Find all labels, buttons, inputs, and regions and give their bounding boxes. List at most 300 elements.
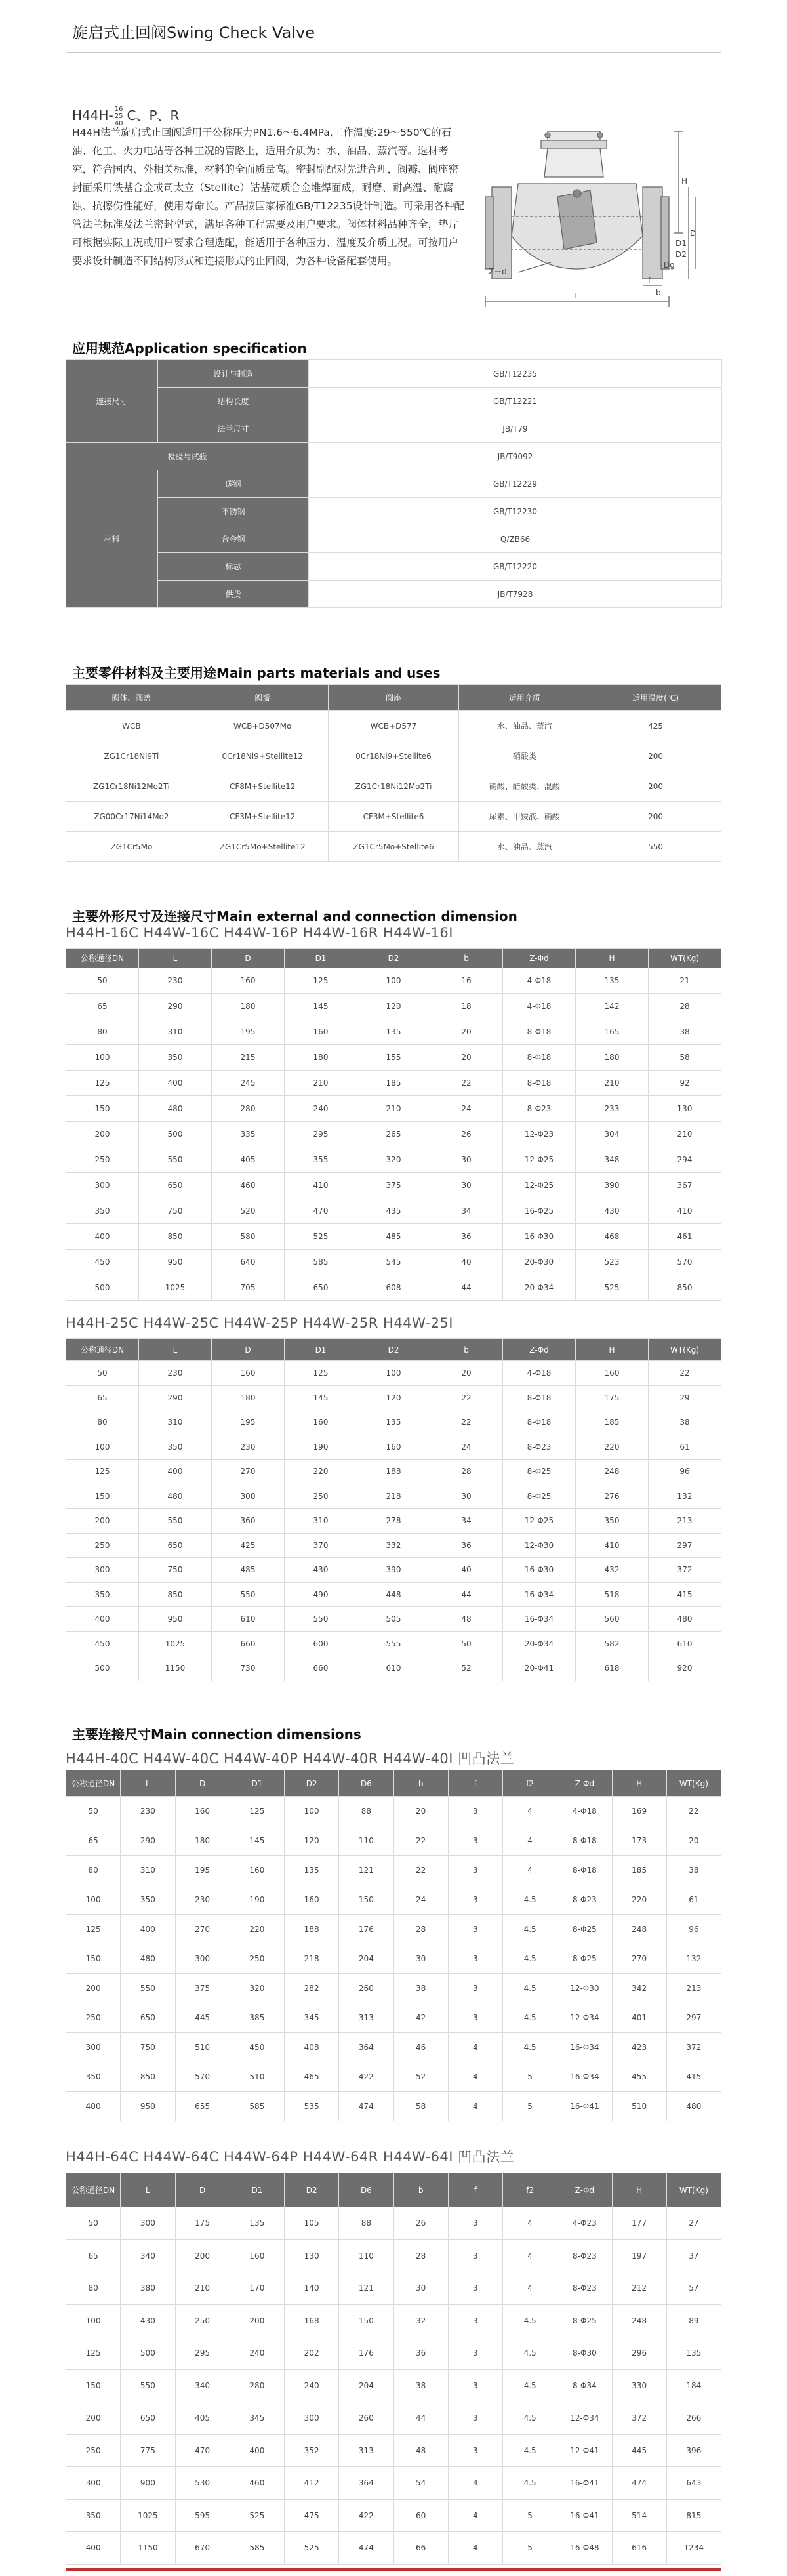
table-cell: 250: [66, 1533, 139, 1558]
table-cell: 650: [121, 2003, 175, 2033]
table-cell: 385: [230, 2003, 284, 2033]
table-cell: ZG1Cr18Ni12Mo2Ti: [66, 771, 197, 802]
table-cell: 尿素、甲铵液、硝酸: [459, 802, 590, 832]
column-header: 适用温度(℃): [590, 685, 721, 711]
table-cell: 330: [612, 2369, 666, 2402]
table-cell: 1150: [121, 2532, 175, 2565]
table-row: [66, 1045, 721, 1071]
table-cell: 200: [66, 2402, 121, 2435]
table-cell: 20-Φ41: [503, 1656, 576, 1681]
table-cell: 120: [357, 1385, 430, 1410]
column-header: D1: [285, 949, 357, 968]
table-cell: 520: [212, 1198, 285, 1224]
table-cell: 65: [66, 2239, 121, 2272]
table-cell: 22: [430, 1385, 503, 1410]
table-cell: 38: [394, 1974, 448, 2003]
table-header-row: [66, 1770, 721, 1797]
table-cell: 480: [649, 1607, 721, 1632]
table-cell: 210: [649, 1122, 721, 1147]
column-header: D: [175, 2173, 230, 2207]
table-cell: 345: [285, 2003, 339, 2033]
table-row: [66, 443, 722, 470]
table-cell: 5: [503, 2499, 557, 2532]
table-cell: 22: [394, 1856, 448, 1885]
table-cell: 100: [357, 968, 430, 994]
table-row: [66, 1631, 721, 1656]
table-cell: 345: [230, 2402, 284, 2435]
table-cell: 290: [121, 1826, 175, 1856]
table-cell: 185: [357, 1071, 430, 1096]
table-cell: 150: [66, 1484, 139, 1509]
table-cell: 350: [66, 2062, 121, 2092]
drawing-label-b: b: [656, 288, 661, 297]
table-cell: 160: [285, 1885, 339, 1915]
table-cell: 165: [576, 1019, 649, 1045]
table-cell: 240: [285, 1096, 357, 1122]
table-cell: 4: [503, 2239, 557, 2272]
table-cell: 355: [285, 1147, 357, 1173]
table-cell: 28: [649, 994, 721, 1019]
table-cell: 485: [212, 1558, 285, 1583]
table-cell: 18: [430, 994, 503, 1019]
table-cell: 4-Φ23: [557, 2207, 612, 2240]
table-cell: 245: [212, 1071, 285, 1096]
table-cell: 8-Φ23: [503, 1435, 576, 1460]
table-row: [66, 1096, 721, 1122]
table-cell: 500: [139, 1122, 212, 1147]
table-cell: 400: [66, 2532, 121, 2565]
dims-section-title: 主要外形尺寸及连接尺寸Main external and connection dimension: [72, 909, 517, 924]
table-cell: 195: [212, 1410, 285, 1435]
table-cell: 8-Φ25: [557, 2304, 612, 2337]
table-cell: 57: [666, 2272, 721, 2305]
table-cell: 585: [285, 1250, 357, 1275]
table-row: [66, 360, 722, 388]
column-header: D2: [357, 1339, 430, 1361]
table-row: [66, 1915, 721, 1944]
table-cell: 160: [285, 1410, 357, 1435]
table-cell: 280: [230, 2369, 284, 2402]
table-cell: 560: [576, 1607, 649, 1632]
table64: [66, 2173, 721, 2565]
table-cell: 670: [175, 2532, 230, 2565]
table16-wrap: [66, 948, 721, 1301]
table-cell: 195: [175, 1856, 230, 1885]
table-cell: 44: [394, 2402, 448, 2435]
table-cell: 125: [66, 1071, 139, 1096]
column-header: 公称通径DN: [66, 2173, 121, 2207]
table-cell: 3: [448, 1944, 502, 1974]
table-cell: 3: [448, 1797, 502, 1826]
table-cell: WCB: [66, 711, 197, 741]
table-row: [66, 2033, 721, 2062]
column-header: D2: [285, 1770, 339, 1797]
table-cell: 175: [175, 2207, 230, 2240]
spec-item-cell: 合金钢: [158, 525, 309, 553]
column-header: D6: [339, 1770, 394, 1797]
column-header: WT(Kg): [666, 2173, 721, 2207]
table-cell: 8-Φ23: [557, 1885, 612, 1915]
table-cell: 310: [139, 1019, 212, 1045]
drawing-label-zd: Z－d: [489, 267, 507, 276]
table-cell: 320: [230, 1974, 284, 2003]
table-cell: 水、油品、蒸汽: [459, 711, 590, 741]
table-row: [66, 1275, 721, 1301]
table16-body: [66, 968, 721, 1301]
table-cell: 145: [230, 1826, 284, 1856]
spec-table: [66, 359, 722, 608]
table-cell: 12-Φ41: [557, 2434, 612, 2467]
table-row: [66, 1826, 721, 1856]
table-cell: 8-Φ30: [557, 2337, 612, 2370]
table-row: [66, 1484, 721, 1509]
table-cell: 135: [357, 1019, 430, 1045]
table-cell: 375: [357, 1173, 430, 1198]
table-cell: 643: [666, 2467, 721, 2500]
column-header: D2: [285, 2173, 339, 2207]
table-cell: 12-Φ30: [503, 1533, 576, 1558]
table-cell: 400: [66, 2092, 121, 2121]
table-cell: 600: [285, 1631, 357, 1656]
table-cell: 332: [357, 1533, 430, 1558]
table-cell: 950: [139, 1607, 212, 1632]
table-cell: 490: [285, 1582, 357, 1607]
table-cell: 525: [230, 2499, 284, 2532]
table-cell: 96: [649, 1460, 721, 1484]
table-cell: 135: [285, 1856, 339, 1885]
table-cell: 150: [66, 2369, 121, 2402]
table-cell: 4.5: [503, 2467, 557, 2500]
table-cell: 8-Φ18: [503, 1385, 576, 1410]
table-cell: 121: [339, 1856, 394, 1885]
table-cell: 8-Φ23: [557, 2239, 612, 2272]
spec-standard-cell: JB/T9092: [309, 443, 722, 470]
table-cell: 248: [612, 1915, 666, 1944]
table-cell: 480: [139, 1484, 212, 1509]
table-cell: 200: [590, 741, 721, 771]
table-cell: WCB+D507Mo: [197, 711, 328, 741]
table-row: [66, 498, 722, 525]
table-cell: 16-Φ34: [557, 2033, 612, 2062]
table-cell: 510: [612, 2092, 666, 2121]
table-cell: 44: [430, 1275, 503, 1301]
table-cell: 66: [394, 2532, 448, 2565]
table-cell: 212: [612, 2272, 666, 2305]
table-row: [66, 1019, 721, 1045]
table-cell: 300: [66, 1558, 139, 1583]
table-cell: 4.5: [503, 2402, 557, 2435]
table-cell: 8-Φ25: [557, 1944, 612, 1974]
table-cell: 850: [139, 1582, 212, 1607]
table-row: [66, 1856, 721, 1885]
table-cell: 4: [448, 2062, 502, 2092]
spec-group-cell: 连接尺寸: [66, 360, 158, 443]
table-cell: 80: [66, 2272, 121, 2305]
table-row: [66, 1607, 721, 1632]
table-header-row: [66, 2173, 721, 2207]
table-cell: 290: [139, 1385, 212, 1410]
table-cell: 175: [576, 1385, 649, 1410]
table-cell: 125: [66, 2337, 121, 2370]
pressure-25: 25: [114, 113, 123, 120]
table-cell: 410: [285, 1173, 357, 1198]
table-cell: 390: [576, 1173, 649, 1198]
table-cell: 22: [430, 1071, 503, 1096]
table-cell: 65: [66, 994, 139, 1019]
table-cell: 26: [394, 2207, 448, 2240]
table-cell: 20: [394, 1797, 448, 1826]
page-title: 旋启式止回阀Swing Check Valve: [72, 24, 315, 42]
table-cell: 58: [649, 1045, 721, 1071]
table64-body: [66, 2207, 721, 2565]
table-cell: 50: [430, 1631, 503, 1656]
table-cell: 352: [285, 2434, 339, 2467]
table-cell: 12-Φ34: [557, 2402, 612, 2435]
table-cell: 8-Φ18: [503, 1019, 576, 1045]
table-cell: 3: [448, 1974, 502, 2003]
table-cell: 8-Φ18: [503, 1410, 576, 1435]
table-cell: 38: [394, 2369, 448, 2402]
table-cell: 4: [448, 2532, 502, 2565]
table-cell: 240: [285, 2369, 339, 2402]
table-cell: 150: [339, 1885, 394, 1915]
table40: [66, 1770, 721, 2121]
table-cell: 100: [66, 1045, 139, 1071]
table-cell: 350: [576, 1509, 649, 1534]
table-cell: 3: [448, 2369, 502, 2402]
table-cell: 550: [590, 832, 721, 862]
table-row: [66, 2239, 721, 2272]
column-header: D1: [285, 1339, 357, 1361]
table-row: [66, 2337, 721, 2370]
table16-title: H44H-16C H44W-16C H44W-16P H44W-16R H44W-16I: [66, 925, 453, 941]
table-cell: 80: [66, 1410, 139, 1435]
table-cell: 367: [649, 1173, 721, 1198]
model-suffix: C、P、R: [127, 108, 180, 123]
table-header-row: [66, 949, 721, 968]
table-cell: 450: [66, 1631, 139, 1656]
table-cell: 550: [285, 1607, 357, 1632]
footer-accent-bar: [66, 2568, 721, 2571]
column-header: Z-Φd: [503, 949, 576, 968]
table-cell: 160: [357, 1435, 430, 1460]
table-cell: 405: [212, 1147, 285, 1173]
table-cell: 200: [66, 1509, 139, 1534]
table-cell: 530: [175, 2467, 230, 2500]
table-cell: 195: [212, 1019, 285, 1045]
table-cell: 300: [66, 2467, 121, 2500]
table-cell: ZG1Cr18Ni9Ti: [66, 741, 197, 771]
table-cell: 28: [430, 1460, 503, 1484]
table-cell: 188: [285, 1915, 339, 1944]
table-cell: 38: [649, 1410, 721, 1435]
column-header: WT(Kg): [666, 1770, 721, 1797]
column-header: f: [448, 1770, 502, 1797]
table-cell: 340: [121, 2239, 175, 2272]
table-cell: 1025: [121, 2499, 175, 2532]
table-cell: 40: [430, 1250, 503, 1275]
table-cell: 300: [121, 2207, 175, 2240]
table-cell: 250: [66, 1147, 139, 1173]
table-cell: 22: [666, 1797, 721, 1826]
table-cell: 100: [66, 1435, 139, 1460]
table-cell: 260: [339, 2402, 394, 2435]
column-header: H: [612, 2173, 666, 2207]
table-cell: 12-Φ34: [557, 2003, 612, 2033]
table-cell: 22: [394, 1826, 448, 1856]
table-cell: 110: [339, 1826, 394, 1856]
table-cell: 608: [357, 1275, 430, 1301]
table-cell: 300: [66, 2033, 121, 2062]
table-cell: 16-Φ25: [503, 1198, 576, 1224]
table-row: [66, 1071, 721, 1096]
table-cell: 16-Φ30: [503, 1558, 576, 1583]
table-cell: 213: [649, 1509, 721, 1534]
table-cell: 415: [666, 2062, 721, 2092]
table-cell: 296: [612, 2337, 666, 2370]
table-cell: 202: [285, 2337, 339, 2370]
table-cell: 313: [339, 2003, 394, 2033]
table-cell: 468: [576, 1224, 649, 1250]
table-row: [66, 553, 722, 581]
table-cell: 266: [666, 2402, 721, 2435]
table-header-row: [66, 685, 721, 711]
table-cell: 30: [430, 1147, 503, 1173]
table-cell: 65: [66, 1385, 139, 1410]
spec-group-cell: 材料: [66, 470, 158, 608]
table-cell: 110: [339, 2239, 394, 2272]
table25: [66, 1338, 721, 1681]
table-cell: 120: [285, 1826, 339, 1856]
title-divider: [66, 52, 721, 53]
table-cell: 160: [230, 1856, 284, 1885]
table-cell: 475: [285, 2499, 339, 2532]
table-cell: 430: [121, 2304, 175, 2337]
spec-item-cell: 法兰尺寸: [158, 415, 309, 443]
table-cell: 100: [357, 1361, 430, 1386]
table-cell: 184: [666, 2369, 721, 2402]
table-cell: 177: [612, 2207, 666, 2240]
drawing-label-d1: D1: [676, 239, 687, 248]
table-cell: 160: [212, 968, 285, 994]
table-cell: 230: [139, 1361, 212, 1386]
pressure-40: 40: [114, 120, 123, 127]
table-cell: 410: [576, 1533, 649, 1558]
table-cell: 3: [448, 2434, 502, 2467]
table-cell: 230: [175, 1885, 230, 1915]
table-cell: 372: [612, 2402, 666, 2435]
table-cell: 38: [666, 1856, 721, 1885]
model-prefix: H44H-: [72, 108, 113, 123]
table-row: [66, 1385, 721, 1410]
table-cell: 650: [139, 1533, 212, 1558]
column-header: D: [175, 1770, 230, 1797]
table-cell: 480: [139, 1096, 212, 1122]
table-cell: 61: [649, 1435, 721, 1460]
table-cell: 65: [66, 1826, 121, 1856]
column-header: b: [394, 2173, 448, 2207]
spec-item-cell: 检验与试验: [66, 443, 309, 470]
column-header: D1: [230, 2173, 284, 2207]
table-cell: 22: [430, 1410, 503, 1435]
table-cell: 555: [357, 1631, 430, 1656]
table-cell: 155: [357, 1045, 430, 1071]
materials-table: [66, 684, 721, 862]
table-cell: 3: [448, 2272, 502, 2305]
table-row: [66, 1582, 721, 1607]
table-cell: 30: [394, 1944, 448, 1974]
table-cell: 4: [503, 2272, 557, 2305]
table-cell: 20: [430, 1361, 503, 1386]
table-cell: 22: [649, 1361, 721, 1386]
table-row: [66, 1147, 721, 1173]
table-cell: 180: [175, 1826, 230, 1856]
table-cell: 58: [394, 2092, 448, 2121]
materials-table-wrap: [66, 684, 721, 862]
table-cell: CF8M+Stellite12: [197, 771, 328, 802]
table-cell: 350: [66, 2499, 121, 2532]
table-row: [66, 1198, 721, 1224]
table25-body: [66, 1361, 721, 1681]
column-header: WT(Kg): [649, 1339, 721, 1361]
table-cell: 200: [66, 1122, 139, 1147]
table-cell: 125: [285, 968, 357, 994]
table-cell: 168: [285, 2304, 339, 2337]
table-cell: 52: [430, 1656, 503, 1681]
table-cell: 16-Φ41: [557, 2499, 612, 2532]
table-cell: 304: [576, 1122, 649, 1147]
table-cell: 8-Φ18: [503, 1071, 576, 1096]
table-cell: 300: [212, 1484, 285, 1509]
column-header: b: [430, 949, 503, 968]
table-row: [66, 2207, 721, 2240]
table-cell: 525: [576, 1275, 649, 1301]
table-cell: 8-Φ34: [557, 2369, 612, 2402]
table-cell: 3: [448, 2239, 502, 2272]
table-cell: 550: [121, 1974, 175, 2003]
table-cell: 160: [285, 1019, 357, 1045]
table-cell: 5: [503, 2062, 557, 2092]
table-cell: 750: [139, 1558, 212, 1583]
table-cell: 1150: [139, 1656, 212, 1681]
table-row: [66, 2369, 721, 2402]
table-cell: 145: [285, 994, 357, 1019]
table-cell: 335: [212, 1122, 285, 1147]
table-cell: 372: [666, 2033, 721, 2062]
spec-item-cell: 碳钢: [158, 470, 309, 498]
table-cell: 3: [448, 1915, 502, 1944]
table-cell: 150: [339, 2304, 394, 2337]
table-cell: 24: [394, 1885, 448, 1915]
table-cell: 950: [121, 2092, 175, 2121]
table-cell: 8-Φ25: [503, 1460, 576, 1484]
table-row: [66, 1122, 721, 1147]
column-header: WT(Kg): [649, 949, 721, 968]
table-cell: 16-Φ34: [557, 2062, 612, 2092]
table-cell: 4.5: [503, 2434, 557, 2467]
table-cell: 470: [285, 1198, 357, 1224]
table-cell: 250: [66, 2434, 121, 2467]
table-cell: 815: [666, 2499, 721, 2532]
table-cell: 5: [503, 2532, 557, 2565]
table-cell: 535: [285, 2092, 339, 2121]
table-cell: 4.5: [503, 1885, 557, 1915]
table-cell: 500: [66, 1656, 139, 1681]
table-cell: 4.5: [503, 2304, 557, 2337]
table-row: [66, 1250, 721, 1275]
table-cell: 27: [666, 2207, 721, 2240]
table-cell: 5: [503, 2092, 557, 2121]
